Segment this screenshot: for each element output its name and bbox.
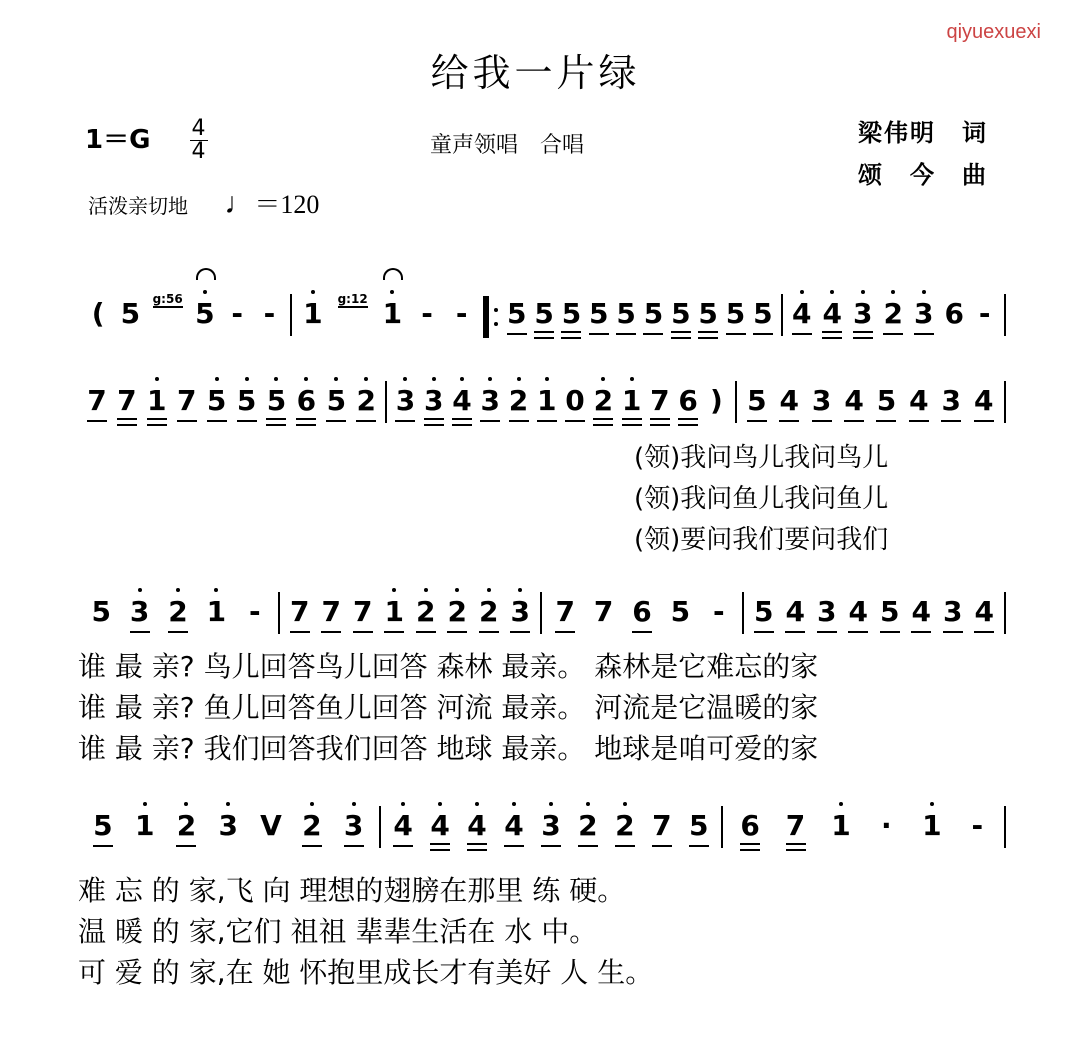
note: 7 <box>290 596 310 636</box>
note: 1 <box>135 810 155 850</box>
note: 5 <box>689 810 709 850</box>
dash: - <box>978 297 991 330</box>
note: 2 <box>416 596 436 636</box>
measure <box>783 298 1004 338</box>
note: 4 <box>430 810 450 850</box>
note: 1 <box>147 385 167 425</box>
note: 6 <box>740 810 760 850</box>
note: 2 <box>578 810 598 850</box>
measure <box>542 596 742 636</box>
key-label: 1＝G <box>85 125 151 155</box>
note: 3 <box>541 810 561 850</box>
verse-lyric-line: 谁 最 亲? 我们回答我们回答 地球 最亲。 地球是咱可爱的家 <box>78 732 819 765</box>
note: 2 <box>593 385 613 425</box>
note: 7 <box>786 810 806 850</box>
note: 2 <box>883 298 903 338</box>
note: 5 <box>876 385 896 425</box>
note: 4 <box>844 385 864 425</box>
note: 2 <box>447 596 467 636</box>
performance-note: 童声领唱 合唱 <box>430 133 585 158</box>
fermata-icon <box>196 268 216 280</box>
note: 4 <box>785 596 805 636</box>
measure <box>723 810 1004 850</box>
note: 3 <box>817 596 837 636</box>
note: 5 <box>698 298 718 338</box>
note: 4 <box>779 385 799 425</box>
note: 7 <box>555 596 575 636</box>
measure <box>292 292 484 338</box>
note: 1 <box>622 385 642 425</box>
note: 5 <box>207 385 227 425</box>
note: 5 <box>534 298 554 338</box>
note: 4 <box>792 298 812 338</box>
note: 5 <box>589 298 609 338</box>
note: 6 <box>632 596 652 636</box>
note: 3 <box>218 810 238 850</box>
note: 5 <box>561 298 581 338</box>
note: 6 <box>296 385 316 425</box>
note: 4 <box>911 596 931 636</box>
note: 5 <box>670 595 691 628</box>
verse-lyric-line: 谁 最 亲? 鱼儿回答鱼儿回答 河流 最亲。 河流是它温暖的家 <box>78 691 819 724</box>
staff-row-2 <box>78 365 1006 425</box>
dash: - <box>421 297 433 330</box>
note: 3 <box>812 385 832 425</box>
intro-lyric-line: (领)要问我们要问我们 <box>634 525 889 555</box>
note: 6 <box>944 297 964 330</box>
repeat-barline <box>483 296 499 338</box>
staff-row-4 <box>78 790 1006 850</box>
barline <box>1004 294 1006 336</box>
note: 3 <box>424 385 444 425</box>
key-signature <box>85 118 208 163</box>
measure <box>744 596 1004 636</box>
note: ) <box>709 384 723 417</box>
verse-lyric-line: 难 忘 的 家,飞 向 理想的翅膀在那里 练 硬。 <box>78 874 626 907</box>
verse-lyric-line: 温 暖 的 家,它们 祖祖 辈辈生活在 水 中。 <box>78 915 598 948</box>
note: 5 <box>671 298 691 338</box>
grace-notes: g:56 <box>152 292 183 306</box>
note: 1 <box>922 810 942 850</box>
note: 5 <box>616 298 636 338</box>
note: 3 <box>395 385 415 425</box>
measure <box>499 298 780 338</box>
note: 6 <box>678 385 698 425</box>
watermark: qiyuexuexi <box>946 21 1041 43</box>
note: 0 <box>565 385 585 425</box>
barline <box>1004 592 1006 634</box>
note: 7 <box>353 596 373 636</box>
note: 5 <box>195 298 215 338</box>
note: 3 <box>344 810 364 850</box>
note: 5 <box>266 385 286 425</box>
dash: - <box>455 297 468 330</box>
barline <box>1004 381 1006 423</box>
note: 3 <box>941 385 961 425</box>
note: 5 <box>753 298 773 338</box>
note: 4 <box>974 596 994 636</box>
note: 3 <box>480 385 500 425</box>
grace-notes: g:12 <box>337 292 368 306</box>
note: 4 <box>467 810 487 850</box>
note: 4 <box>393 810 413 850</box>
note: 7 <box>321 596 341 636</box>
note: 5 <box>726 298 746 338</box>
note: 5 <box>120 297 141 330</box>
note: 7 <box>652 810 672 850</box>
staff-row-1 <box>78 278 1006 338</box>
note: 3 <box>510 596 530 636</box>
metronome: ♩＝120 <box>224 187 320 220</box>
dash: - <box>248 595 261 628</box>
note: 5 <box>880 596 900 636</box>
measure <box>280 596 540 636</box>
note: 3 <box>130 596 150 636</box>
note: 1 <box>303 298 323 338</box>
note: 5 <box>507 298 527 338</box>
intro-lyric-line: (领)我问鸟儿我问鸟儿 <box>634 443 889 473</box>
verse-lyric-line: 谁 最 亲? 鸟儿回答鸟儿回答 森林 最亲。 森林是它难忘的家 <box>78 650 819 683</box>
time-signature: $\frac{4}{4}$ <box>191 116 206 164</box>
note: 5 <box>237 385 257 425</box>
note: 7 <box>593 595 614 628</box>
note: 7 <box>117 385 137 425</box>
note: 1 <box>537 385 557 425</box>
intro-lyric-line: (领)我问鱼儿我问鱼儿 <box>634 484 889 514</box>
dash: - <box>231 297 243 330</box>
note: 5 <box>326 385 346 425</box>
note: 7 <box>87 385 107 425</box>
lyricist: 梁伟明 词 <box>858 119 988 147</box>
note: 1 <box>384 596 404 636</box>
dash: - <box>263 297 276 330</box>
note: 4 <box>848 596 868 636</box>
fermata-icon <box>383 268 403 280</box>
note: ( <box>91 297 105 330</box>
tempo-marking <box>88 186 319 224</box>
measure <box>381 810 722 850</box>
measure <box>78 292 290 338</box>
note: 5 <box>754 596 774 636</box>
credits <box>858 112 988 196</box>
note: 3 <box>943 596 963 636</box>
note: 7 <box>177 385 197 425</box>
measure <box>78 385 385 425</box>
note: 2 <box>479 596 499 636</box>
note: 4 <box>452 385 472 425</box>
note: V <box>260 809 282 842</box>
note: 3 <box>914 298 934 338</box>
note: 3 <box>853 298 873 338</box>
note: 5 <box>643 298 663 338</box>
note: 4 <box>974 385 994 425</box>
measure <box>737 385 1004 425</box>
composer: 颂 今 曲 <box>858 161 988 189</box>
note: 2 <box>302 810 322 850</box>
note: 5 <box>91 595 111 628</box>
note: 5 <box>93 810 113 850</box>
dash: - <box>712 595 725 628</box>
barline <box>1004 806 1006 848</box>
measure <box>387 385 734 425</box>
note: 5 <box>747 385 767 425</box>
note: 4 <box>909 385 929 425</box>
note: 1 <box>831 810 851 850</box>
note: 2 <box>176 810 196 850</box>
note: 4 <box>504 810 524 850</box>
note: 7 <box>650 385 670 425</box>
note: 4 <box>822 298 842 338</box>
note: 2 <box>168 596 188 636</box>
note: 1 <box>382 298 402 338</box>
note: 2 <box>509 385 529 425</box>
verse-lyric-line: 可 爱 的 家,在 她 怀抱里成长才有美好 人 生。 <box>78 956 654 989</box>
expression-text: 活泼亲切地 <box>88 194 188 218</box>
note: · <box>881 809 892 842</box>
dash: - <box>971 809 984 842</box>
song-title: 给我一片绿 <box>430 51 641 95</box>
note: 2 <box>356 385 376 425</box>
measure <box>78 596 278 636</box>
note: 1 <box>206 596 226 636</box>
note: 2 <box>615 810 635 850</box>
measure <box>78 810 379 850</box>
staff-row-3 <box>78 576 1006 636</box>
